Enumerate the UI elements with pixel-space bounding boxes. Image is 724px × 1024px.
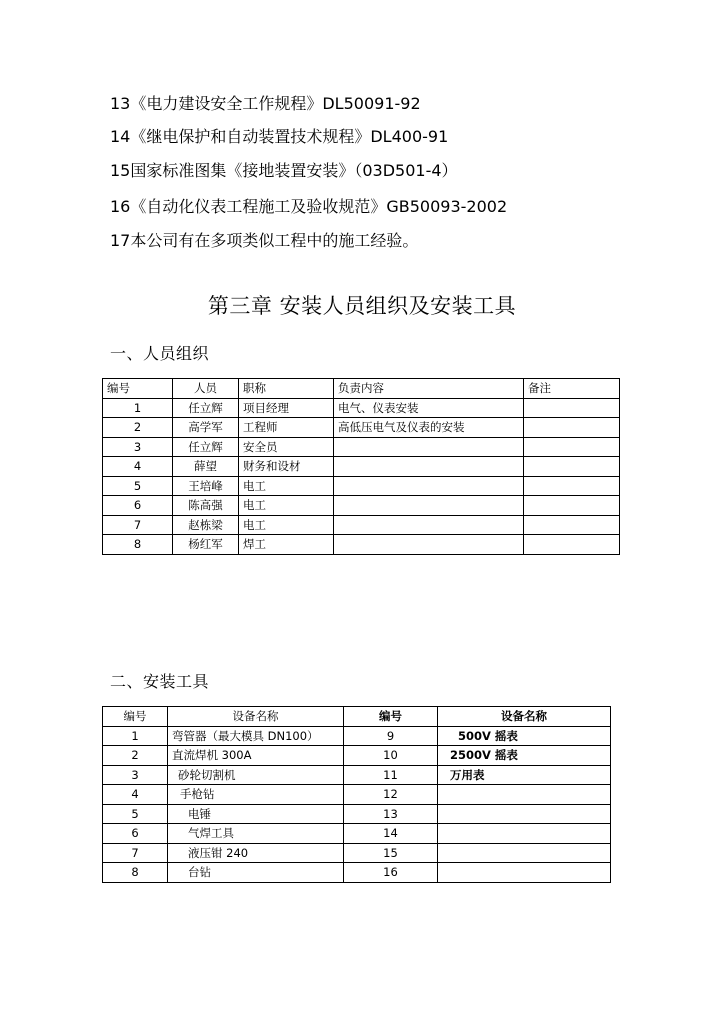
table-cell: 4 [103, 785, 168, 805]
table-cell [334, 496, 524, 516]
tools-table [102, 706, 611, 883]
personnel-table [102, 378, 620, 555]
table-cell: 7 [103, 515, 173, 535]
table-cell: 6 [103, 496, 173, 516]
table-cell: 弯管器（最大模具 DN100） [168, 726, 344, 746]
table-row [103, 863, 611, 883]
table-row [103, 418, 620, 438]
table-cell: 13 [344, 804, 438, 824]
table-cell: 工程师 [239, 418, 334, 438]
table-row [103, 535, 620, 555]
table-cell: 直流焊机 300A [168, 746, 344, 766]
table-cell: 薛望 [173, 457, 239, 477]
table-row [103, 726, 611, 746]
table-row [103, 824, 611, 844]
table-cell: 6 [103, 824, 168, 844]
table-cell [524, 476, 620, 496]
table-cell [524, 418, 620, 438]
table-cell: 高学军 [173, 418, 239, 438]
table-cell: 电工 [239, 496, 334, 516]
table-cell: 赵栋梁 [173, 515, 239, 535]
table-cell: 12 [344, 785, 438, 805]
table-cell: 王培峰 [173, 476, 239, 496]
table-cell: 7 [103, 843, 168, 863]
table-cell [524, 515, 620, 535]
header-cell: 设备名称 [438, 707, 611, 727]
table-cell: 杨红军 [173, 535, 239, 555]
table-cell: 8 [103, 535, 173, 555]
table-cell: 台钻 [168, 863, 344, 883]
reference-item: 13《电力建设安全工作规程》DL50091-92 [110, 94, 421, 113]
table-cell: 1 [103, 726, 168, 746]
table-cell: 9 [344, 726, 438, 746]
table-cell [524, 437, 620, 457]
table-cell: 2500V 摇表 [438, 746, 611, 766]
reference-item: 16《自动化仪表工程施工及验收规范》GB50093-2002 [110, 197, 508, 216]
table-header-row [103, 379, 620, 399]
tools-heading: 二、安装工具 [110, 672, 210, 691]
table-cell: 4 [103, 457, 173, 477]
table-cell [334, 437, 524, 457]
table-cell: 11 [344, 765, 438, 785]
table-cell [438, 863, 611, 883]
table-cell: 安全员 [239, 437, 334, 457]
table-cell [524, 535, 620, 555]
table-cell: 任立辉 [173, 437, 239, 457]
table-cell: 高低压电气及仪表的安装 [334, 418, 524, 438]
table-cell: 电工 [239, 476, 334, 496]
table-row [103, 398, 620, 418]
table-cell: 任立辉 [173, 398, 239, 418]
table-cell: 2 [103, 418, 173, 438]
reference-item: 17本公司有在多项类似工程中的施工经验。 [110, 231, 419, 250]
table-cell: 手枪钻 [168, 785, 344, 805]
table-cell: 1 [103, 398, 173, 418]
table-cell [524, 496, 620, 516]
table-cell: 5 [103, 476, 173, 496]
header-cell: 负责内容 [334, 379, 524, 399]
personnel-heading: 一、人员组织 [110, 344, 210, 363]
header-cell: 设备名称 [168, 707, 344, 727]
table-cell: 项目经理 [239, 398, 334, 418]
table-cell: 3 [103, 765, 168, 785]
table-cell: 财务和设材 [239, 457, 334, 477]
table-row [103, 496, 620, 516]
table-cell [438, 824, 611, 844]
table-cell: 500V 摇表 [438, 726, 611, 746]
table-cell: 焊工 [239, 535, 334, 555]
header-cell: 编号 [344, 707, 438, 727]
header-cell: 编号 [103, 379, 173, 399]
header-cell: 备注 [524, 379, 620, 399]
table-cell: 气焊工具 [168, 824, 344, 844]
reference-item: 14《继电保护和自动装置技术规程》DL400-91 [110, 127, 449, 146]
table-row [103, 785, 611, 805]
table-row [103, 457, 620, 477]
table-cell: 陈高强 [173, 496, 239, 516]
table-cell [334, 535, 524, 555]
table-cell: 14 [344, 824, 438, 844]
table-cell [438, 785, 611, 805]
table-cell: 3 [103, 437, 173, 457]
table-cell: 电气、仪表安装 [334, 398, 524, 418]
table-cell: 5 [103, 804, 168, 824]
table-cell: 液压钳 240 [168, 843, 344, 863]
table-row [103, 515, 620, 535]
table-row [103, 765, 611, 785]
header-cell: 人员 [173, 379, 239, 399]
table-cell: 8 [103, 863, 168, 883]
table-row [103, 843, 611, 863]
table-cell [438, 804, 611, 824]
table-cell: 万用表 [438, 765, 611, 785]
header-cell: 职称 [239, 379, 334, 399]
table-cell [334, 515, 524, 535]
table-cell: 砂轮切割机 [168, 765, 344, 785]
table-row [103, 746, 611, 766]
table-cell: 电锤 [168, 804, 344, 824]
chapter-title: 第三章 安装人员组织及安装工具 [207, 294, 517, 318]
table-cell: 10 [344, 746, 438, 766]
table-cell: 16 [344, 863, 438, 883]
table-cell [524, 398, 620, 418]
table-cell: 15 [344, 843, 438, 863]
table-row [103, 476, 620, 496]
table-row [103, 437, 620, 457]
table-cell [334, 476, 524, 496]
table-cell [524, 457, 620, 477]
header-cell: 编号 [103, 707, 168, 727]
table-cell [334, 457, 524, 477]
table-row [103, 804, 611, 824]
table-cell: 电工 [239, 515, 334, 535]
reference-item: 15国家标准图集《接地装置安装》（03D501-4） [110, 161, 458, 180]
table-cell: 2 [103, 746, 168, 766]
table-header-row [103, 707, 611, 727]
table-cell [438, 843, 611, 863]
